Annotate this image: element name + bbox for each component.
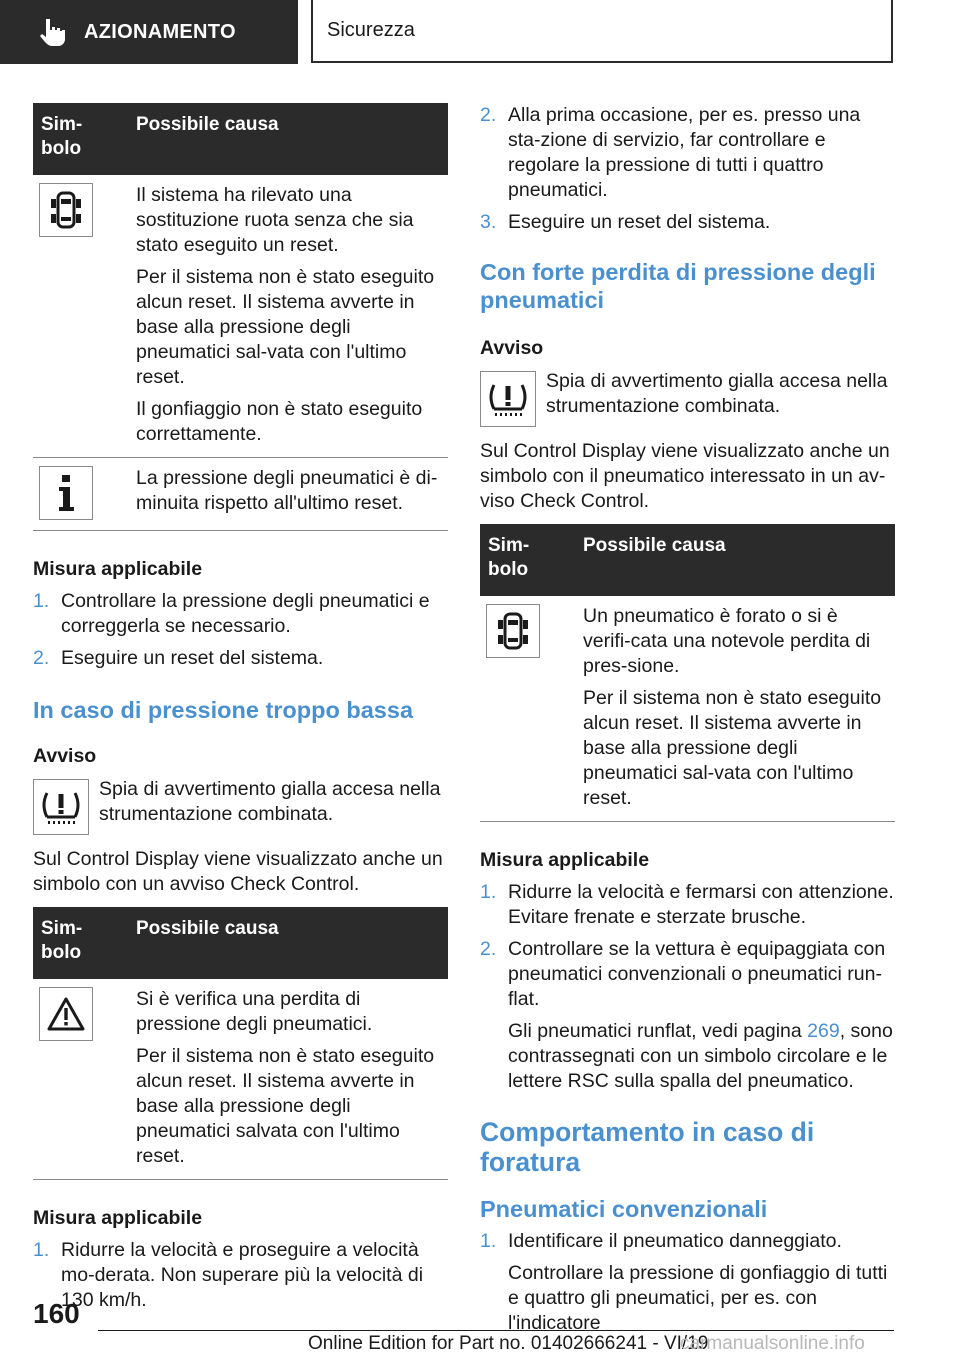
column-header-symbol [480, 524, 575, 596]
column-header-cause: Possibile causa [128, 103, 448, 175]
measure-steps [33, 589, 448, 671]
warning-block [480, 369, 895, 427]
table-row [33, 979, 448, 1180]
extra-text: Gli pneumatici runflat, vedi pagina [508, 1020, 808, 1042]
step-number: 1. [33, 1239, 50, 1261]
column-header-cause: Possibile causa [128, 907, 448, 979]
header-symbol-a: Sim- bolo [41, 114, 83, 159]
step-number: 3. [480, 211, 497, 233]
cause-cell [128, 458, 448, 531]
section-heading: Con forte perdita di pressione degli pneumatici [480, 259, 876, 313]
table-header [33, 103, 448, 175]
symbol-table-2 [33, 907, 448, 1180]
cause-cell [575, 596, 895, 822]
tire-pressure-warning-icon [33, 779, 89, 835]
cause-text: Un pneumatico è forato o si è verifi-cata una notevole perdita di pres-sione. [583, 605, 871, 677]
list-item [480, 937, 895, 1094]
list-item [480, 1229, 895, 1336]
symbol-table-1 [33, 103, 448, 531]
warning-block [33, 777, 448, 835]
left-column [33, 103, 448, 1320]
step-text: Eseguire un reset del sistema. [508, 211, 771, 233]
step-number: 1. [480, 881, 497, 903]
step-extra [508, 1019, 895, 1094]
step-number: 2. [33, 647, 50, 669]
warning-triangle-icon [39, 987, 93, 1041]
cause-text: Per il sistema non è stato eseguito alcun reset. Il sistema avverte in base alla pressione degli pneumatici salvata con l'ultimo reset. [136, 1045, 435, 1167]
step-number: 1. [480, 1230, 497, 1252]
chapter-header [311, 0, 893, 63]
list-item [480, 210, 895, 235]
step-text: Ridurre la velocità e fermarsi con attenzione. Evitare frenate e sterzate brusche. [508, 881, 894, 928]
cause-cell [128, 175, 448, 458]
step-text: Controllare la pressione degli pneumatici e correggerla se necessario. [61, 590, 430, 637]
column-header-symbol [33, 103, 128, 175]
column-header-cause: Possibile causa [575, 524, 895, 596]
watermark: carmanualsonline.info [680, 1333, 865, 1354]
cause-cell [128, 979, 448, 1180]
hand-pointer-icon [40, 18, 66, 46]
conventional-steps [480, 1229, 895, 1336]
display-note: Sul Control Display viene visualizzato anche un simbolo con un avviso Check Control. [33, 848, 443, 895]
footer-divider [98, 1330, 894, 1331]
symbol-cell [33, 175, 128, 458]
display-note: Sul Control Display viene visualizzato anche un simbolo con il pneumatico interessato in un av-viso Check Control. [480, 440, 890, 512]
section-tab [0, 0, 298, 64]
table-row [33, 175, 448, 458]
section-label: AZIONAMENTO [84, 20, 236, 43]
subsection-heading: Pneumatici convenzionali [480, 1196, 768, 1222]
warning-text: Spia di avvertimento gialla accesa nella strumentazione combinata. [99, 778, 441, 825]
table-header [33, 907, 448, 979]
column-header-symbol [33, 907, 128, 979]
measure-steps [480, 880, 895, 1094]
step-text: Ridurre la velocità e proseguire a velocità mo-derata. Non superare più la velocità di 130 km/h. [61, 1239, 424, 1311]
info-icon [39, 466, 93, 520]
section-heading: In caso di pressione troppo bassa [33, 697, 414, 723]
symbol-table-3 [480, 524, 895, 822]
edition-text: Online Edition for Part no. 01402666241 - VI/19 [308, 1333, 709, 1354]
extra-text: , sono contrassegnati con un simbolo circolare e le lettere RSC sulla spalla del pneumatico. [508, 1020, 893, 1092]
section-heading: Comportamento in caso di foratura [480, 1117, 815, 1177]
step-text: Alla prima occasione, per es. presso una sta-zione di servizio, far controllare e regolare la pressione di tutti i quattro pneumatici. [508, 104, 861, 201]
list-item [33, 1238, 448, 1313]
warning-title: Avviso [480, 337, 544, 359]
symbol-cell [33, 458, 128, 531]
measure-steps [33, 1238, 448, 1313]
step-text: Controllare se la vettura è equipaggiata con pneumatici convenzionali o pneumatici run-flat. [508, 938, 886, 1010]
tire-car-icon [39, 183, 93, 237]
chapter-label: Sicurezza [327, 19, 415, 41]
step-number: 1. [33, 590, 50, 612]
continued-steps [480, 103, 895, 235]
step-text: Identificare il pneumatico danneggiato. [508, 1230, 842, 1252]
cause-text: Per il sistema non è stato eseguito alcun reset. Il sistema avverte in base alla pressione degli pneumatici sal-vata con l'ultimo reset. [136, 266, 435, 388]
tire-pressure-warning-icon [480, 371, 536, 427]
measure-title: Misura applicabile [33, 558, 203, 580]
list-item [33, 589, 448, 639]
header-symbol-a: Sim- bolo [488, 535, 530, 580]
right-column [480, 103, 895, 1343]
cause-text: Si è verifica una perdita di pressione degli pneumatici. [136, 988, 373, 1035]
step-number: 2. [480, 938, 497, 960]
header-symbol-a: Sim- bolo [41, 918, 83, 963]
list-item [480, 103, 895, 203]
measure-title: Misura applicabile [33, 1207, 203, 1229]
table-row [33, 458, 448, 531]
cause-text: Per il sistema non è stato eseguito alcun reset. Il sistema avverte in base alla pressione degli pneumatici sal-vata con l'ultimo reset. [583, 687, 882, 809]
step-number: 2. [480, 104, 497, 126]
table-header [480, 524, 895, 596]
cause-text: La pressione degli pneumatici è di-minuita rispetto all'ultimo reset. [136, 467, 438, 514]
cause-text: Il sistema ha rilevato una sostituzione ruota senza che sia stato eseguito un reset. [136, 184, 414, 256]
page-link[interactable]: 269 [807, 1020, 840, 1042]
step-extra: Controllare la pressione di gonfiaggio di tutti e quattro gli pneumatici, per es. con l'indicatore [508, 1262, 888, 1334]
list-item [33, 646, 448, 671]
symbol-cell [33, 979, 128, 1180]
warning-title: Avviso [33, 745, 97, 767]
symbol-cell [480, 596, 575, 822]
warning-text: Spia di avvertimento gialla accesa nella strumentazione combinata. [546, 370, 888, 417]
step-text: Eseguire un reset del sistema. [61, 647, 324, 669]
list-item [480, 880, 895, 930]
tire-car-icon [486, 604, 540, 658]
page-number: 160 [33, 1298, 80, 1329]
table-row [480, 596, 895, 822]
cause-text: Il gonfiaggio non è stato eseguito correttamente. [136, 398, 423, 445]
measure-title: Misura applicabile [480, 849, 650, 871]
